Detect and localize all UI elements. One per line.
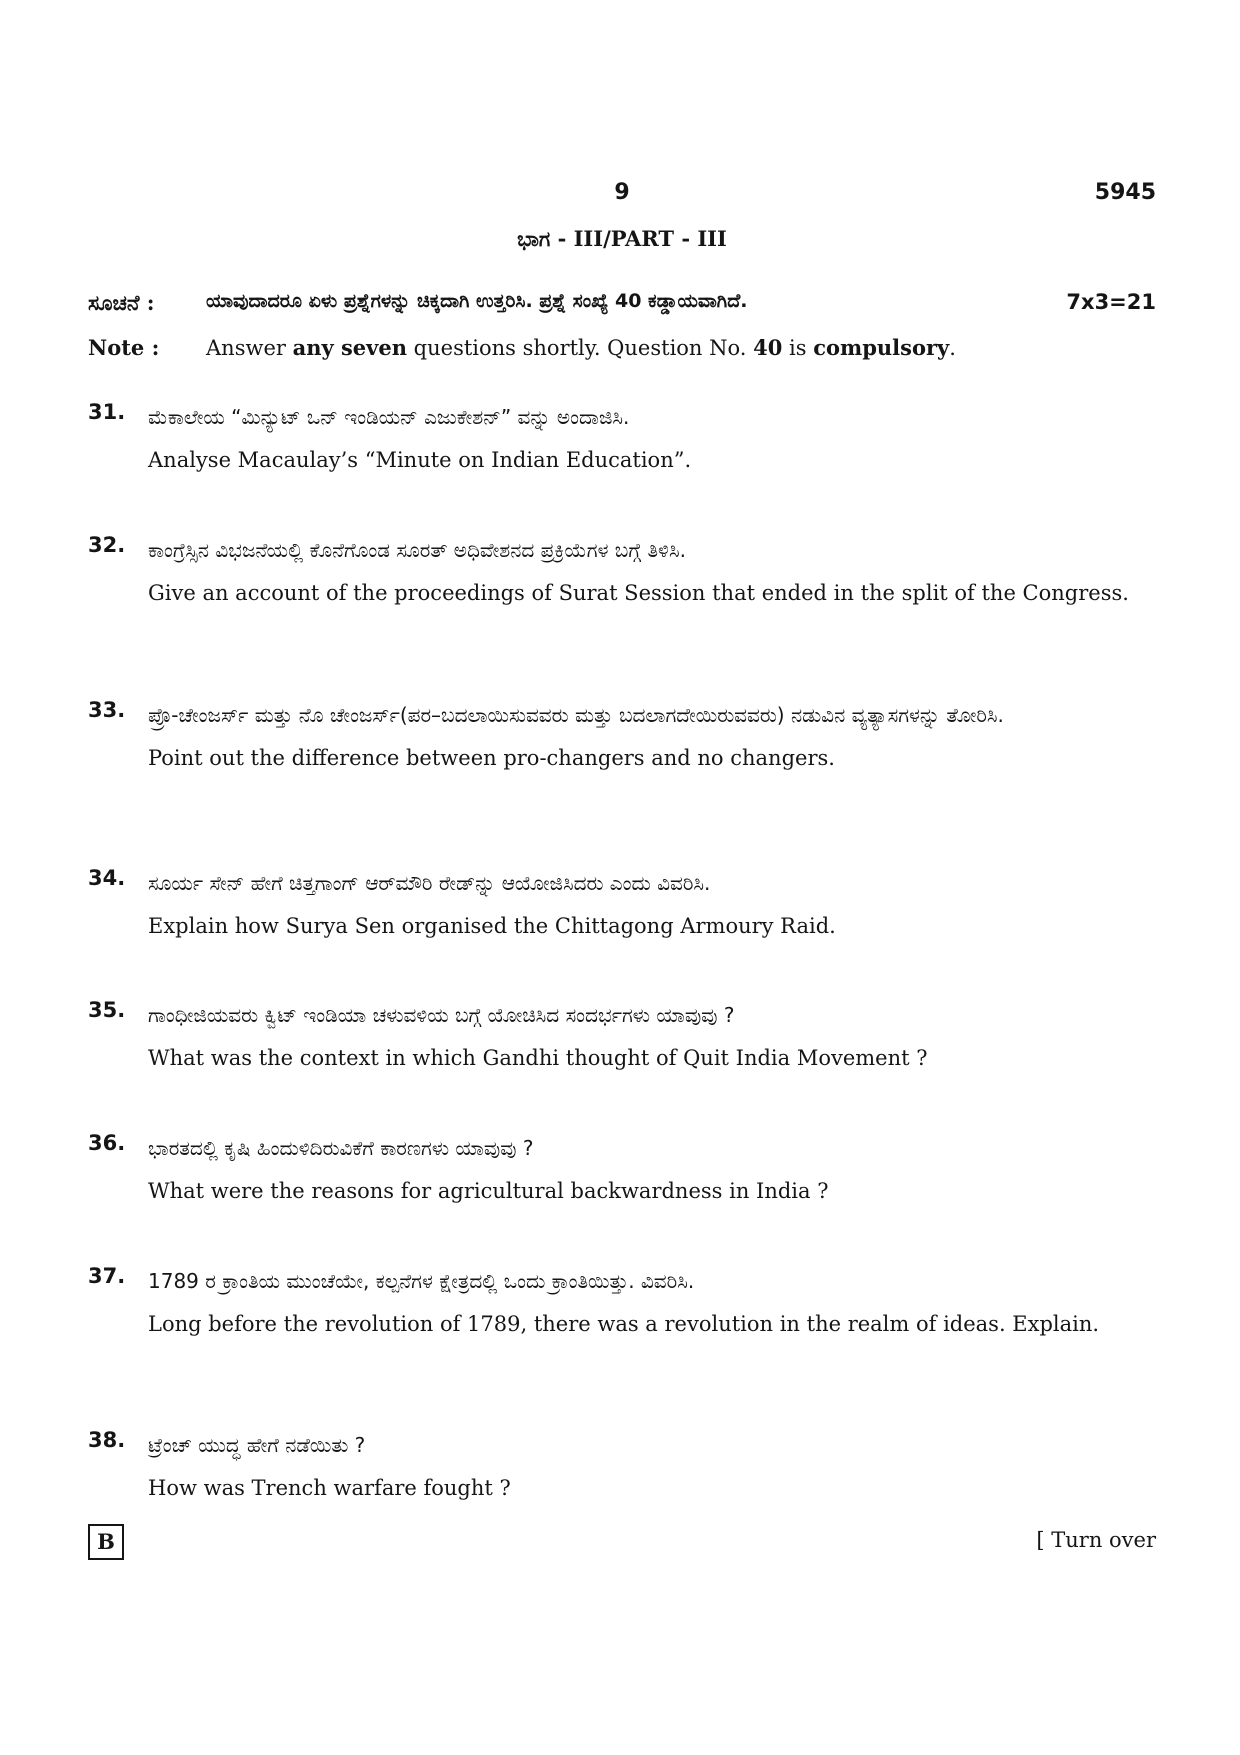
page-number: 9 <box>614 180 630 205</box>
question-english: Explain how Surya Sen organised the Chittagong Armoury Raid. <box>148 914 836 938</box>
question-kannada: 1789 ರ ಕ್ರಾಂತಿಯ ಮುಂಚೆಯೇ, ಕಲ್ಪನೆಗಳ ಕ್ಷೇತ್ರದಲ್ಲಿ ಒಂದು ಕ್ರಾಂತಿಯಿತ್ತು. ವಿವರಿಸಿ. <box>148 1269 695 1293</box>
question-34 <box>88 866 1156 942</box>
turn-over-label: [ Turn over <box>1036 1528 1156 1552</box>
paper-code: 5945 <box>1094 180 1156 205</box>
question-number: 34. <box>88 866 126 890</box>
question-kannada: ಪ್ರೊ-ಚೇಂಜರ್ಸ್ ಮತ್ತು ನೊ ಚೇಂಜರ್ಸ್(ಪರ–ಬದಲಾಯಿಸುವವರು ಮತ್ತು ಬದಲಾಗದೇಯಿರುವವರು) ನಡುವಿನ ವ್ಯತ್ಯಾಸಗಳನ್ನು ತೋರಿಸಿ. <box>148 703 1004 727</box>
question-english: Long before the revolution of 1789, there was a revolution in the realm of ideas. Explain. <box>148 1312 1100 1336</box>
note-part: Answer <box>206 336 293 360</box>
english-note <box>88 335 1156 367</box>
kannada-instruction-text: ಯಾವುದಾದರೂ ಏಳು ಪ್ರಶ್ನೆಗಳನ್ನು ಚಿಕ್ಕದಾಗಿ ಉತ್ತರಿಸಿ. ಪ್ರಶ್ನೆ ಸಂಖ್ಯೆ 40 ಕಡ್ಡಾಯವಾಗಿದೆ. <box>206 290 748 312</box>
note-part: is <box>782 336 814 360</box>
question-number: 37. <box>88 1264 126 1288</box>
question-number: 38. <box>88 1428 126 1452</box>
question-32 <box>88 533 1156 609</box>
note-emphasis: 40 <box>753 335 783 360</box>
note-label: Note : <box>88 335 160 360</box>
kannada-instruction-label: ಸೂಚನೆ : <box>88 290 155 315</box>
question-number: 35. <box>88 998 126 1022</box>
question-english: What were the reasons for agricultural backwardness in India ? <box>148 1179 829 1203</box>
page-header <box>88 180 1156 214</box>
question-kannada: ಸೂರ್ಯ ಸೇನ್ ಹೇಗೆ ಚಿತ್ತಗಾಂಗ್ ಆರ್‌ಮೌರಿ ರೇಡ್‌ನ್ನು ಆಯೋಜಿಸಿದರು ಎಂದು ವಿವರಿಸಿ. <box>148 871 711 895</box>
note-part: questions shortly. Question No. <box>407 336 754 360</box>
part-heading: ಭಾಗ - III/PART - III <box>517 226 727 251</box>
marks-allocation: 7x3=21 <box>1066 290 1156 314</box>
question-kannada: ಟ್ರೆಂಚ್ ಯುದ್ಧ ಹೇಗೆ ನಡೆಯಿತು ? <box>148 1433 366 1457</box>
kannada-instruction <box>88 290 1156 322</box>
question-31 <box>88 400 1156 476</box>
note-emphasis: any seven <box>292 335 407 360</box>
question-35 <box>88 998 1156 1074</box>
question-english: Analyse Macaulay’s “Minute on Indian Education”. <box>148 448 692 472</box>
question-kannada: ಗಾಂಧೀಜಿಯವರು ಕ್ವಿಟ್ ಇಂಡಿಯಾ ಚಳುವಳಿಯ ಬಗ್ಗೆ ಯೋಚಿಸಿದ ಸಂದರ್ಭಗಳು ಯಾವುವು ? <box>148 1003 735 1027</box>
note-emphasis: compulsory <box>813 335 950 360</box>
question-english: Give an account of the proceedings of Surat Session that ended in the split of the Congress. <box>148 581 1129 605</box>
question-number: 36. <box>88 1131 126 1155</box>
question-38 <box>88 1428 1156 1504</box>
question-36 <box>88 1131 1156 1207</box>
note-text <box>206 335 956 360</box>
question-number: 33. <box>88 698 126 722</box>
question-english: What was the context in which Gandhi thought of Quit India Movement ? <box>148 1046 928 1070</box>
question-number: 32. <box>88 533 126 557</box>
question-33 <box>88 698 1156 774</box>
question-number: 31. <box>88 400 126 424</box>
question-kannada: ಮೆಕಾಲೇಯ “ಮಿನ್ಯುಟ್ ಒನ್ ಇಂಡಿಯನ್ ಎಜುಕೇಶನ್” ವನ್ನು ಅಂದಾಜಿಸಿ. <box>148 405 630 429</box>
question-kannada: ಭಾರತದಲ್ಲಿ ಕೃಷಿ ಹಿಂದುಳಿದಿರುವಿಕೆಗೆ ಕಾರಣಗಳು ಯಾವುವು ? <box>148 1136 534 1160</box>
question-set-label: B <box>88 1524 124 1560</box>
question-kannada: ಕಾಂಗ್ರೆಸ್ಸಿನ ವಿಭಜನೆಯಲ್ಲಿ ಕೊನೆಗೊಂಡ ಸೂರತ್ ಅಧಿವೇಶನದ ಪ್ರಕ್ರಿಯೆಗಳ ಬಗ್ಗೆ ತಿಳಿಸಿ. <box>148 538 686 562</box>
question-english: Point out the difference between pro-changers and no changers. <box>148 746 835 770</box>
question-english: How was Trench warfare fought ? <box>148 1476 511 1500</box>
question-37 <box>88 1264 1156 1340</box>
note-part: . <box>949 336 956 360</box>
